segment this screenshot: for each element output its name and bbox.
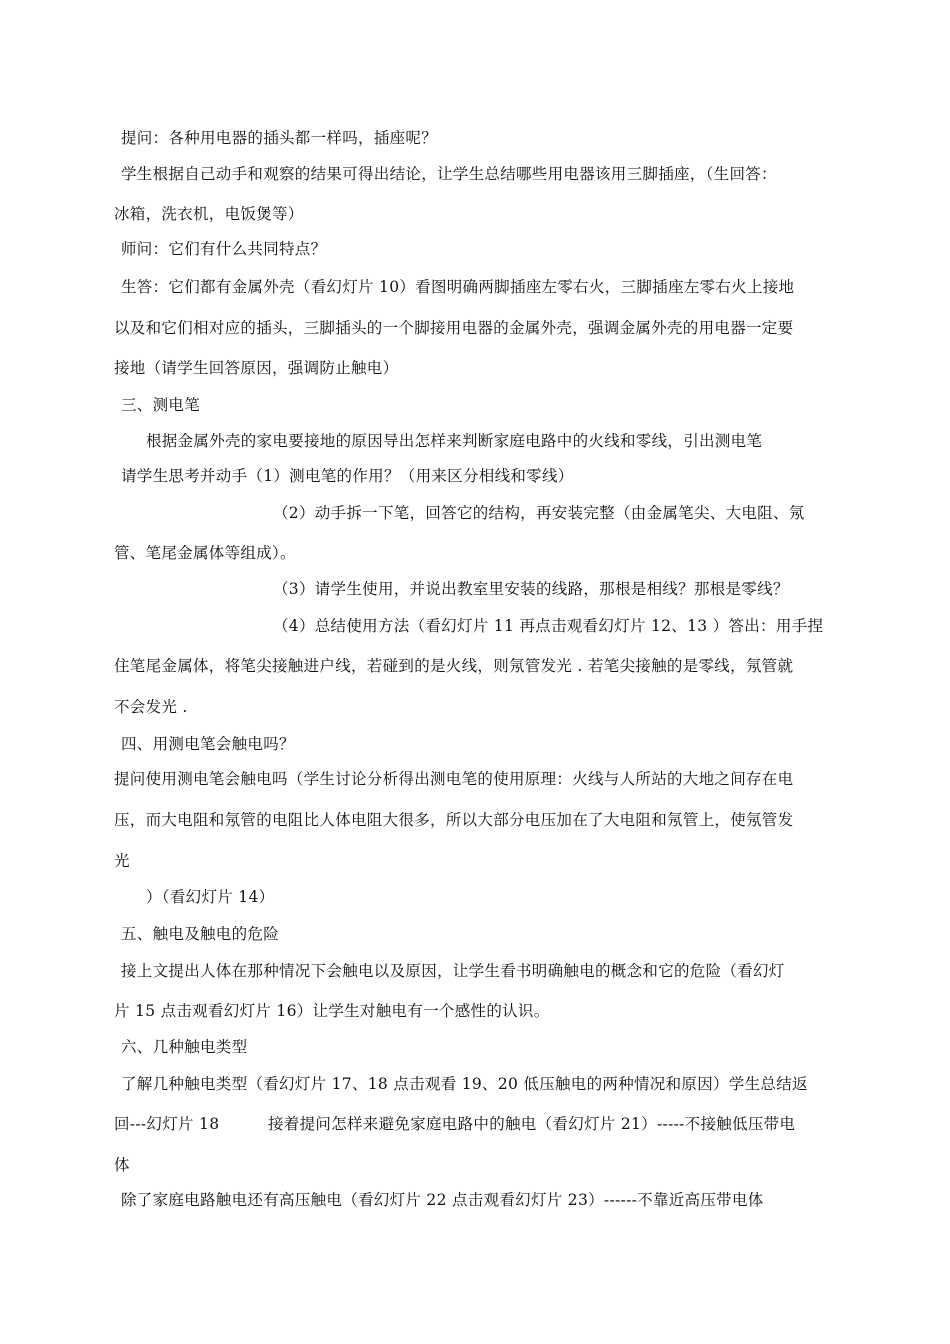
- text-line: 回---幻灯片 18: [114, 1115, 220, 1133]
- text-line: 以及和它们相对应的插头，三脚插头的一个脚接用电器的金属外壳，强调金属外壳的用电器一定要: [114, 319, 794, 337]
- section-heading: 四、用测电笔会触电吗？: [121, 735, 295, 753]
- text-line: 住笔尾金属体，将笔尖接触进户线，若碰到的是火线，则氖管发光 . 若笔尖接触的是零线，氖管就: [114, 657, 794, 675]
- text-line: 学生根据自己动手和观察的结果可得出结论，让学生总结哪些用电器该用三脚插座，（生回答：: [121, 165, 777, 183]
- text-line: 管、笔尾金属体等组成）。: [114, 544, 296, 562]
- text-line: 请学生思考并动手（1）测电笔的作用？（用来区分相线和零线）: [121, 467, 574, 485]
- text-line: 除了家庭电路触电还有高压触电（看幻灯片 22 点击观看幻灯片 23）------不靠近高压带电体: [121, 1191, 764, 1209]
- text-line: 体: [114, 1156, 130, 1174]
- text-line: 不会发光 .: [114, 698, 188, 716]
- text-line: （3）请学生使用，并说出教室里安装的线路，那根是相线？那根是零线？: [273, 580, 789, 598]
- text-line: 生答：它们都有金属外壳（看幻灯片 10）看图明确两脚插座左零右火，三脚插座左零右火上接地: [121, 278, 795, 296]
- text-line: （2）动手拆一下笔，回答它的结构，再安装完整（由金属笔尖、大电阻、氖: [273, 504, 805, 522]
- text-line: 接着提问怎样来避免家庭电路中的触电（看幻灯片 21）-----不接触低压带电: [268, 1115, 796, 1133]
- text-line: ）（看幻灯片 14）: [146, 888, 275, 906]
- text-line: 冰箱，洗衣机，电饭煲等）: [114, 205, 304, 223]
- section-heading: 五、触电及触电的危险: [121, 925, 280, 943]
- text-line: （4）总结使用方法（看幻灯片 11 再点击观看幻灯片 12、13 ）答出：用手捏: [273, 617, 824, 635]
- text-line: 压，而大电阻和氖管的电阻比人体电阻大很多，所以大部分电压加在了大电阻和氖管上，使氖管发: [114, 811, 794, 829]
- text-line: 光: [114, 852, 130, 870]
- text-line: 了解几种触电类型（看幻灯片 17、18 点击观看 19、20 低压触电的两种情况和原因）学生总结返: [121, 1075, 808, 1093]
- text-line: 提问：各种用电器的插头都一样吗，插座呢？: [121, 129, 438, 147]
- text-line: 根据金属外壳的家电要接地的原因导出怎样来判断家庭电路中的火线和零线，引出测电笔: [146, 432, 763, 450]
- text-line: 提问使用测电笔会触电吗（学生讨论分析得出测电笔的使用原理：火线与人所站的大地之间存在电: [114, 770, 794, 788]
- text-line: 接上文提出人体在那种情况下会触电以及原因，让学生看书明确触电的概念和它的危险（看幻灯: [121, 962, 785, 980]
- section-heading: 六、几种触电类型: [121, 1038, 248, 1056]
- text-line: 片 15 点击观看幻灯片 16）让学生对触电有一个感性的认识。: [114, 1002, 550, 1020]
- section-heading: 三、测电笔: [121, 396, 201, 414]
- text-line: 师问：它们有什么共同特点？: [121, 240, 327, 258]
- text-line: 接地（请学生回答原因，强调防止触电）: [114, 359, 399, 377]
